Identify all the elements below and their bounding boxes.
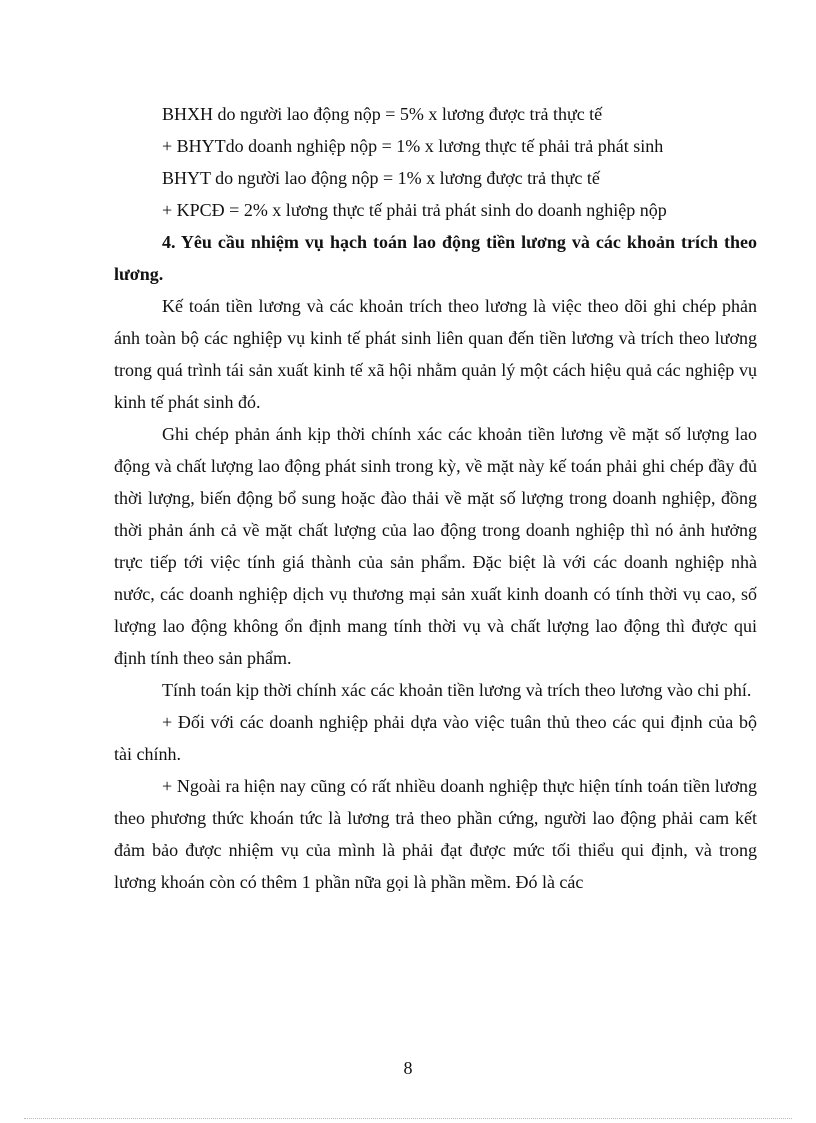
formula-line: + KPCĐ = 2% x lương thực tế phải trả phát sinh do doanh nghiệp nộp: [162, 200, 667, 220]
formula-line: BHYT do người lao động nộp = 1% x lương được trả thực tế: [162, 168, 600, 188]
paragraph: + Ngoài ra hiện nay cũng có rất nhiều doanh nghiệp thực hiện tính toán tiền lương theo phương thức khoán tức là lương trả theo phần cứng, người lao động phải cam kết đảm bảo được nhiệm vụ của mình là phải đạt được mức tối thiểu qui định, và trong lương khoán còn có thêm 1 phần nữa gọi là phần mềm. Đó là các: [114, 776, 757, 892]
formula-line: BHXH do người lao động nộp = 5% x lương được trả thực tế: [162, 104, 603, 124]
footer-divider: [24, 1118, 792, 1119]
paragraph: Tính toán kịp thời chính xác các khoản tiền lương và trích theo lương vào chi phí.: [162, 680, 752, 700]
paragraph: Kế toán tiền lương và các khoản trích theo lương là việc theo dõi ghi chép phản ánh toàn bộ các nghiệp vụ kinh tế phát sinh liên quan đến tiền lương và trích theo lương trong quá trình tái sản xuất kinh tế xã hội nhằm quản lý một cách hiệu quả các nghiệp vụ kinh tế phát sinh đó.: [114, 296, 757, 412]
formula-line: + BHYTdo doanh nghiệp nộp = 1% x lương thực tế phải trả phát sinh: [162, 136, 664, 156]
paragraph: Ghi chép phản ánh kịp thời chính xác các khoản tiền lương về mặt số lượng lao động và chất lượng lao động phát sinh trong kỳ, về mặt này kế toán phải ghi chép đầy đủ thời lượng, biến động bổ sung hoặc đào thải về mặt số lượng trong doanh nghiệp, đồng thời phản ánh cả về mặt chất lượng của lao động trong doanh nghiệp thì nó ảnh hưởng trực tiếp tới việc tính giá thành của sản phẩm. Đặc biệt là với các doanh nghiệp nhà nước, các doanh nghiệp dịch vụ thương mại sản xuất kinh doanh có tính thời vụ cao, số lượng lao động không ổn định mang tính thời vụ và chất lượng lao động thì được qui định tính theo sản phẩm.: [114, 424, 757, 668]
page-body: [114, 98, 757, 898]
page-number: 8: [403, 1058, 413, 1078]
section-heading: 4. Yêu cầu nhiệm vụ hạch toán lao động tiền lương và các khoản trích theo lương.: [114, 232, 757, 284]
paragraph: + Đối với các doanh nghiệp phải dựa vào việc tuân thủ theo các qui định của bộ tài chính.: [114, 712, 757, 764]
